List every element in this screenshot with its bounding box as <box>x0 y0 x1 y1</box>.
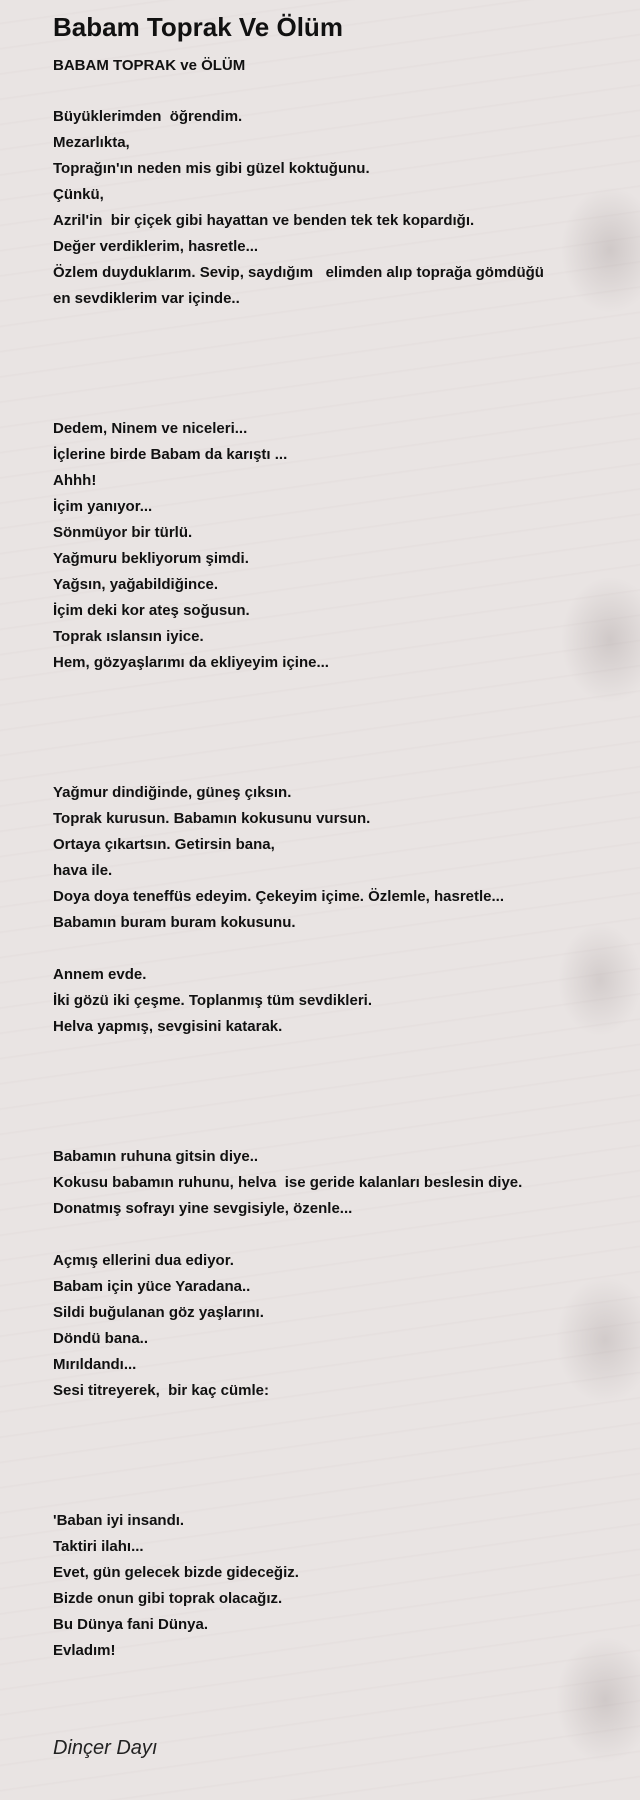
poem-line: Hem, gözyaşlarımı da ekliyeyim içine... <box>53 654 329 671</box>
poem-line <box>53 390 613 416</box>
poem-line: Babamın ruhuna gitsin diye.. <box>53 1148 259 1165</box>
poem-line: Babam için yüce Yaradana.. <box>53 1278 251 1295</box>
poem-line <box>53 1482 613 1508</box>
poem-line <box>53 338 613 364</box>
poem-line: Azril'in bir çiçek gibi hayattan ve benden tek tek kopardığı. <box>53 212 475 229</box>
poem-line: Bu Dünya fani Dünya. <box>53 1616 209 1633</box>
poem-subtitle: BABAM TOPRAK ve ÖLÜM <box>53 57 246 74</box>
poem-line: İçlerine birde Babam da karıştı ... <box>53 446 288 463</box>
poem-line: Sönmüyor bir türlü. <box>53 524 193 541</box>
poem-line <box>53 1066 613 1092</box>
poem-line: Çünkü, <box>53 186 104 203</box>
poem-line: Mezarlıkta, <box>53 134 130 151</box>
poem-line <box>53 1118 613 1144</box>
poem-line <box>53 312 613 338</box>
poem-line: Toprak kurusun. Babamın kokusunu vursun. <box>53 810 371 827</box>
poem-line: Toprak ıslansın iyice. <box>53 628 204 645</box>
poem-line: Helva yapmış, sevgisini katarak. <box>53 1018 283 1035</box>
poem-line: Annem evde. <box>53 966 147 983</box>
poem-line: 'Baban iyi insandı. <box>53 1512 185 1529</box>
poem-line <box>53 728 613 754</box>
poem-line: Ahhh! <box>53 472 97 489</box>
poem-line <box>53 1430 613 1456</box>
poem-line: Değer verdiklerim, hasretle... <box>53 238 259 255</box>
poem-line: hava ile. <box>53 862 113 879</box>
poem-line: İki gözü iki çeşme. Toplanmış tüm sevdikleri. <box>53 992 372 1009</box>
poem-line: Doya doya teneffüs edeyim. Çekeyim içime. Özlemle, hasretle... <box>53 888 505 905</box>
poem-line: Sesi titreyerek, bir kaç cümle: <box>53 1382 269 1399</box>
poem-line: Büyüklerimden öğrendim. <box>53 108 243 125</box>
poem-line: Yağmuru bekliyorum şimdi. <box>53 550 249 567</box>
poem-line: Yağmur dindiğinde, güneş çıksın. <box>53 784 292 801</box>
poem-line: Açmış ellerini dua ediyor. <box>53 1252 234 1269</box>
poem-line <box>53 754 613 780</box>
poem-line <box>53 676 613 702</box>
poem-line <box>53 702 613 728</box>
poem-line: Mırıldandı... <box>53 1356 137 1373</box>
poem-line: Sildi buğulanan göz yaşlarını. <box>53 1304 264 1321</box>
poem-line: Kokusu babamın ruhunu, helva ise geride kalanları beslesin diye. <box>53 1174 523 1191</box>
poem-body <box>53 104 613 1664</box>
poem-line <box>53 1092 613 1118</box>
poem-line <box>53 936 613 962</box>
poem-line: en sevdiklerim var içinde.. <box>53 290 240 307</box>
poem-line: Toprağın'ın neden mis gibi güzel koktuğunu. <box>53 160 370 177</box>
poem-line: Yağsın, yağabildiğince. <box>53 576 219 593</box>
poem-line <box>53 1222 613 1248</box>
poem-line: Bizde onun gibi toprak olacağız. <box>53 1590 283 1607</box>
poem-line: İçim deki kor ateş soğusun. <box>53 602 250 619</box>
poem-line: Ortaya çıkartsın. Getirsin bana, <box>53 836 275 853</box>
poem-page <box>53 10 613 1664</box>
poem-line: Donatmış sofrayı yine sevgisiyle, özenle... <box>53 1200 353 1217</box>
author-name: Dinçer Dayı <box>53 1737 158 1759</box>
poem-line: Dedem, Ninem ve niceleri... <box>53 420 248 437</box>
poem-line <box>53 1040 613 1066</box>
poem-line <box>53 364 613 390</box>
poem-line <box>53 1404 613 1430</box>
poem-line: Evet, gün gelecek bizde gideceğiz. <box>53 1564 299 1581</box>
poem-line <box>53 1456 613 1482</box>
poem-line: Taktiri ilahı... <box>53 1538 144 1555</box>
poem-line: Babamın buram buram kokusunu. <box>53 914 296 931</box>
poem-line: İçim yanıyor... <box>53 498 153 515</box>
poem-line: Özlem duyduklarım. Sevip, saydığım elimden alıp toprağa gömdüğü <box>53 264 544 281</box>
page-title: Babam Toprak Ve Ölüm <box>53 12 343 42</box>
poem-line: Döndü bana.. <box>53 1330 148 1347</box>
poem-line: Evladım! <box>53 1642 116 1659</box>
